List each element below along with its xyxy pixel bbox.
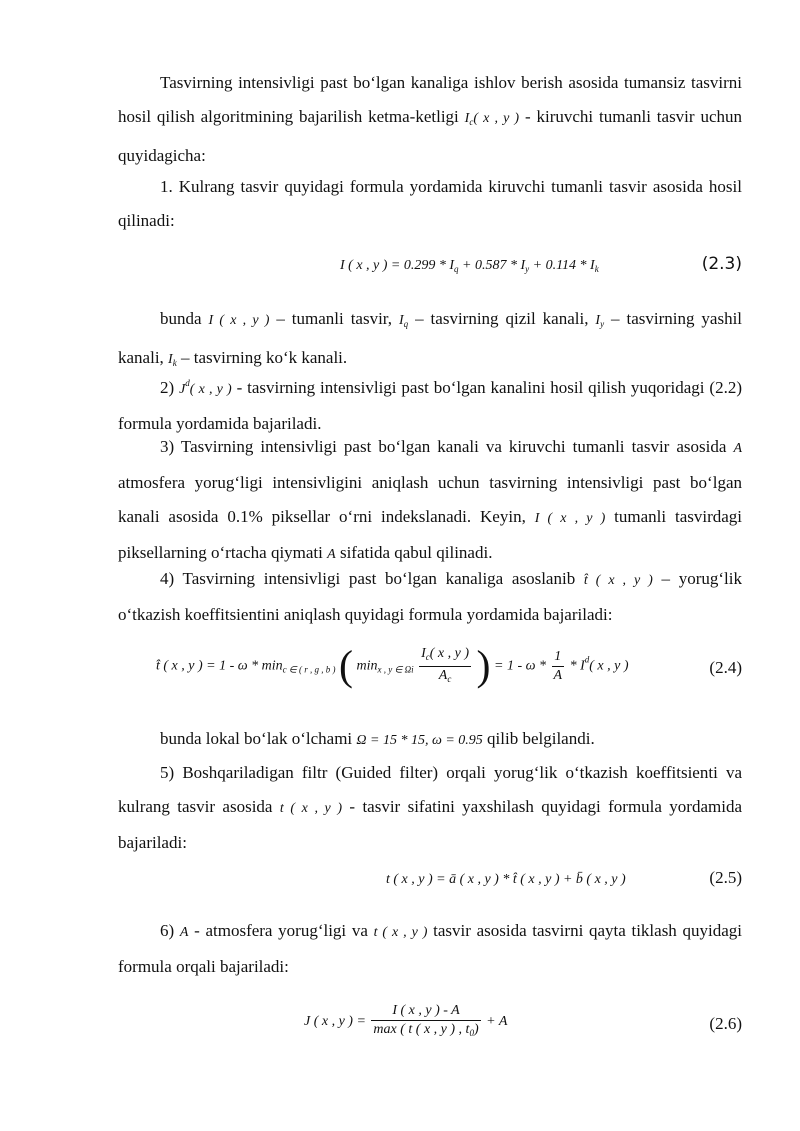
step-3-math-a: A bbox=[733, 441, 742, 456]
equation-2-4-number: (2.4) bbox=[709, 658, 742, 677]
intro-paragraph bbox=[118, 66, 742, 173]
intro-math: $I_c$( x , y ) bbox=[464, 111, 520, 127]
step-2-math: $J^d$( x , y ) bbox=[179, 378, 232, 397]
equation-2-6-number: (2.6) bbox=[709, 1014, 742, 1033]
step-6-math-a: A bbox=[179, 925, 189, 940]
def-math-i: I ( x , y ) bbox=[208, 313, 270, 328]
step-4-paragraph: 4) Tasvirning intensivligi past bo‘lgan kanaliga asoslanib t̂ ( x , y ) – yorug‘lik o‘tkazish koeffitsientini aniqlash quyidagi formula yordamida bajariladi: bbox=[118, 569, 742, 624]
equation-2-5-number: (2.5) bbox=[709, 868, 742, 887]
intro-text: Tasvirning intensivligi past bo‘lgan kanaliga ishlov berish asosida tumansiz tasvirni hosil qilish algoritmining bajarilish ketma-ketligi bbox=[118, 73, 742, 126]
step-5-math: t ( x , y ) bbox=[279, 801, 343, 816]
step-4-math: t̂ ( x , y ) bbox=[583, 573, 653, 588]
definition-omega-paragraph: bunda lokal bo‘lak o‘lchami Ω = 15 * 15, ω = 0.95 qilib belgilandi. bbox=[160, 729, 595, 748]
step-5-paragraph: 5) Boshqariladigan filtr (Guided filter) orqali yorug‘lik o‘tkazish koeffitsienti va kulrang tasvir asosida t ( x , y ) - tasvir sifatini yaxshilash quyidagi formula yordamida bajariladi: bbox=[118, 763, 743, 852]
equation-2-5-expression: t ( x , y ) = ā ( x , y ) * t̂ ( x , y ) + b̄ ( x , y ) bbox=[386, 872, 626, 887]
equation-2-6-fraction: $\frac{I ( x , y ) - A}{\max ( t ( x , y ) , t_0)}$ bbox=[373, 1003, 479, 1038]
def-math-iy: $I_y$ bbox=[595, 313, 605, 329]
def-math-iq: $I_q$ bbox=[398, 313, 409, 329]
equation-2-4-expression: t̂ ( x , y ) = 1 - ω * $\min_{c \in ( r , g , b )}$ ( $\min_{x , y \in \Omega i}$ $\frac{I_c( x , y )}{A_c}$ ) = 1 - ω * $\frac{1}{A}$ * $I^d$( x , y ) bbox=[156, 643, 629, 690]
def-math-ik: $I_k$ bbox=[168, 352, 177, 368]
step-1-paragraph bbox=[118, 170, 742, 238]
step-6-math-t: t ( x , y ) bbox=[373, 925, 428, 940]
step-6-paragraph: 6) A - atmosfera yorug‘ligi va t ( x , y ) tasvir asosida tasvirni qayta tiklash quyidagi formula orqali bajariladi: bbox=[118, 921, 742, 976]
step-3-math-i: I ( x , y ) bbox=[534, 511, 606, 526]
equation-2-3-number: (2.3) bbox=[701, 254, 742, 274]
equation-2-4-fraction: $\frac{I_c( x , y )}{A_c}$ bbox=[421, 646, 470, 684]
definitions-paragraph: bunda I ( x , y ) – tumanli tasvir, $I_q$ – tasvirning qizil kanali, $I_y$ – tasvirning yashil kanali, $I_k$ – tasvirning ko‘k kanali. bbox=[118, 309, 743, 368]
equation-2-4-fraction-rhs: $\frac{1}{A}$ bbox=[553, 649, 563, 683]
step-2-paragraph: 2) $J^d$( x , y ) - tasvirning intensivligi past bo‘lgan kanalini hosil qilish yuqoridagi (2.2) formula yordamida bajariladi. bbox=[118, 378, 742, 433]
equation-2-5 bbox=[118, 866, 742, 914]
equation-2-3 bbox=[118, 252, 742, 300]
equation-2-3-expression: I ( x , y ) = $0.299 * I_q + 0.587 * I_y + 0.114 * I_k$ bbox=[340, 258, 599, 274]
equation-2-6-expression: J ( x , y ) = $\frac{I ( x , y ) - A}{\max ( t ( x , y ) , t_0)}$ + A bbox=[304, 1002, 507, 1042]
step-3-math-a2: A bbox=[327, 547, 336, 562]
step-3-paragraph: 3) Tasvirning intensivligi past bo‘lgan kanali va kiruvchi tumanli tasvir asosida A atmosfera yorug‘ligi intensivligini aniqlash uchun tasvirning intensivligi past bo‘lgan kanali asosida 0.1% piksellar o‘rni indekslanadi. Keyin, I ( x , y ) tumanli tasvirdagi piksellarning o‘rtacha qiymati A sifatida qabul qilinadi. bbox=[118, 437, 743, 562]
equation-2-6 bbox=[118, 998, 742, 1054]
step-1-text: 1. Kulrang tasvir quyidagi formula yordamida kiruvchi tumanli tasvir asosida hosil qilinadi: bbox=[118, 177, 742, 230]
equation-2-4 bbox=[118, 640, 742, 700]
intro-text-end: - kiruvchi tumanli tasvir uchun quyidagicha: bbox=[118, 107, 742, 165]
omega-math: Ω = 15 * 15, ω = 0.95 bbox=[356, 733, 483, 748]
